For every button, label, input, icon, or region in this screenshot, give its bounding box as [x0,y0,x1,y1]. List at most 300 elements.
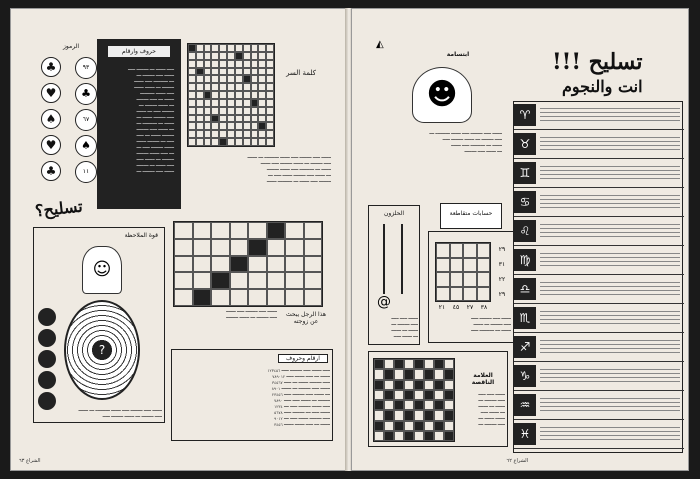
grid-cell [188,60,196,68]
grid-cell [211,239,230,256]
grid-cell [235,44,243,52]
grid-cell [414,369,424,379]
grid-cell [248,222,267,239]
grid-cell [434,369,444,379]
grid-cell [227,115,235,123]
grid-cell [404,421,414,431]
grid-cell [285,256,304,273]
snail-icon: @ [377,294,391,310]
grid-cell [243,107,251,115]
grid-cell [444,410,454,420]
grid-cell [219,60,227,68]
grid-cell [174,239,193,256]
symbol-value: ♣ [75,83,97,105]
grid-cell [374,369,384,379]
grid-cell [285,289,304,306]
grid-cell [414,400,424,410]
numbers-letters-box: ارقام وحروف ━━━ ━━━━ ━━━ ━━━━━ ━━━ ١٢٣٤٥٦ ━━━━ ━━ ━━━ ━━━━ ━━━ ٧٨٩٠١٢ ━━━ ━━━━━ ━━━━ ━━ ━━━ ٣٤٥٦٧ ━━━━ ━━━ ━━━━━ ━━ ━━━━ ٨٩٠١ ━━ ━━━━ ━━━ ━━━━━ ━━━ ٢٣٤٥٦ ━━━━━ ━━ ━━━━ ━━━ ━━━ ٧٨٩٠ ━━━ ━━━━ ━━━━━ ━━━ ━━ ١٢٣٤ ━━━━ ━━━ ━━ ━━━━━ ━━━ ٥٦٧٨ ━━━ ━━━━━ ━━━━ ━━━ ━━ ٩٠١٢ ━━━━ ━━ ━━━ ━━━━ ━━━━ ٣٤٥٦ [171,349,333,441]
grid-cell [251,52,259,60]
grid-cell [251,138,259,146]
zodiac-column [513,101,683,453]
grid-cell [243,68,251,76]
taurus-icon: ♉ [514,133,536,155]
grid-cell [258,75,266,83]
grid-cell [404,369,414,379]
grid-cell [243,122,251,130]
grid-cell [285,222,304,239]
zodiac-row [514,276,684,304]
grid-cell [211,256,230,273]
grid-cell [450,287,464,302]
grid-cell [211,272,230,289]
grid-cell [235,115,243,123]
grid-cell [384,369,394,379]
grid-cell [414,410,424,420]
grid-cell [434,421,444,431]
grid-cell [243,130,251,138]
grid-cell [227,107,235,115]
grid-cell [204,130,212,138]
zodiac-row [514,305,684,333]
grid-cell [230,289,249,306]
grid-cell [434,359,444,369]
zodiac-row [514,247,684,275]
grid-cell [424,410,434,420]
zodiac-text [540,221,680,240]
grid-cell [211,222,230,239]
zodiac-text [540,395,680,414]
zodiac-text [540,105,680,124]
grid-cell [235,99,243,107]
grid-cell [304,256,323,273]
grid-cell [219,52,227,60]
grid-cell [196,60,204,68]
sagittarius-icon: ♐ [514,336,536,358]
grid-cell [211,52,219,60]
grid-cell [243,60,251,68]
grid-cell [235,107,243,115]
grid-cell [243,99,251,107]
grid-cell [304,272,323,289]
grid-cell [394,410,404,420]
grid-cell [251,115,259,123]
grid-cell [384,390,394,400]
grid-cell [374,390,384,400]
grid-cell [374,410,384,420]
crossword-title: حروف وارقام [108,46,170,57]
math-number: ٢١ [438,304,446,311]
grid-cell [188,115,196,123]
grid-cell [188,107,196,115]
grid-cell [211,107,219,115]
grid-cell [251,107,259,115]
grid-cell [266,60,274,68]
grid-cell [404,359,414,369]
grid-cell [304,289,323,306]
grid-cell [463,258,477,273]
missing-sign-grid [373,358,455,442]
grid-cell [211,289,230,306]
grid-cell [251,99,259,107]
right-magazine-page [351,8,689,471]
grid-cell [477,272,491,287]
grid-cell [436,287,450,302]
grid-cell [258,44,266,52]
grid-cell [436,258,450,273]
left-page-number: الشراع ٦٣ [19,458,41,464]
grid-cell [196,52,204,60]
grid-cell [230,239,249,256]
grid-cell [258,107,266,115]
grid-cell [384,431,394,441]
word-search-label: كلمة السر [286,69,316,77]
grid-cell [174,272,193,289]
aries-icon: ♈ [514,104,536,126]
grid-cell [266,138,274,146]
zodiac-text [540,279,680,298]
grid-cell [258,52,266,60]
missing-sign-box: العلامة الناقصة ━━━━ ━━━ ━━━ ━━━ ━━━━━ ━━ ━━━━ ━━ ━━━━ ━━ ━━━━ ━━━ ━━━━ ━━━━ ━━ ━━━ ━━━━━ ━━ [368,351,508,447]
grid-cell [227,99,235,107]
grid-cell [188,138,196,146]
club-icon: ♣ [41,161,61,181]
grid-cell [394,421,404,431]
grid-cell [219,83,227,91]
grid-cell [394,400,404,410]
chess-title: العلامة الناقصة [471,372,495,386]
grid-cell [444,421,454,431]
grid-cell [374,380,384,390]
grid-cell [188,83,196,91]
grid-cell [266,115,274,123]
question-mark-icon: ? [92,340,112,360]
grid-cell [434,400,444,410]
grid-cell [196,122,204,130]
grid-cell [266,99,274,107]
page-header-icon: ◭ [376,39,384,50]
observation-title: قوة الملاحظة [124,232,158,239]
grid-cell [227,44,235,52]
zodiac-row [514,102,684,130]
grid-cell [204,107,212,115]
grid-cell [174,222,193,239]
grid-cell [266,130,274,138]
grid-cell [424,359,434,369]
grid-cell [384,380,394,390]
grid-cell [235,75,243,83]
math-title: حسابات متقاطعة [449,210,493,217]
grid-cell [227,138,235,146]
grid-cell [219,91,227,99]
grid-cell [204,52,212,60]
grid-cell [424,380,434,390]
word-search-grid [187,43,275,147]
grid-cell [227,60,235,68]
grid-cell [463,243,477,258]
grid-cell [404,400,414,410]
grid-cell [248,289,267,306]
grid-cell [227,52,235,60]
grid-cell [235,91,243,99]
left-magazine-page [10,8,348,471]
grid-cell [193,222,212,239]
math-number: ٣٨ [480,304,488,311]
grid-cell [204,44,212,52]
grid-cell [227,68,235,76]
maze-caption: هذا الرجل يبحث عن زوجته [285,311,327,325]
grid-cell [414,380,424,390]
grid-cell [450,272,464,287]
smile-text: ━━━━ ━━━ ━━━━━ ━━━ ━━━━ ━━━━━━ ━━ ━━━ ━━━━━ ━━ ━━━━ ━━━━━ ━━━ ━━━━ ━━ ━━━━━━ ━━━ ━━━━ ━━ ━━━━ ━━━ ━━━━━ [429,131,502,154]
leo-icon: ♌ [514,220,536,242]
grid-cell [434,380,444,390]
grid-cell [235,52,243,60]
grid-cell [267,256,286,273]
snail-title: الحلزون [384,210,404,217]
grid-cell [235,68,243,76]
grid-cell [235,83,243,91]
grid-cell [227,130,235,138]
virgo-icon: ♍ [514,249,536,271]
grid-cell [174,256,193,273]
math-number: ٤٥ [452,304,460,311]
smile-title: ابتسامة [446,51,470,58]
math-number: ٢٩ [498,291,506,298]
grid-cell [235,138,243,146]
grid-cell [188,68,196,76]
grid-cell [227,122,235,130]
scorpio-icon: ♏ [514,307,536,329]
grid-cell [193,256,212,273]
grid-cell [211,91,219,99]
grid-cell [251,44,259,52]
symbol-value: ٦٧ [75,109,97,131]
grid-cell [424,421,434,431]
symbol-value: ♠ [75,135,97,157]
math-number: ٢٩ [498,246,506,253]
grid-cell [211,83,219,91]
grid-cell [204,138,212,146]
zodiac-text [540,163,680,182]
crossword-clues-box: حروف وارقام ━━━ ━━━━ ━━ ━━━━━ ━━━ ━━━━ ━━━ ━━━━━ ━━ ━━ ━━━━━━ ━━━ ━━━━ ━━━━━ ━━ ━━━━ ━━━━ ━━━ ━━━━ ━━━━━━ ━━━━ ━━ ━━━ ━━━━━ ━━ ━━━━ ━━━━━ ━━ ━━━━━ ━━━ ━━ ━━━━ ━━━ ━━━━━ ━━━━ ━━ ━━━━ ━━ ━━━━━━ ━━ ━━ ━━━━ ━━━ ━━━━━ ━━━━━ ━━━━ ━━ ━━━ ━━━ ━━ ━━━━━ ━━━━ ━━━━ ━━━━━ ━━━ ━━ ━━ ━━━ ━━━━ ━━━━━ ━━━━━ ━━ ━━━━ ━━━ ━━━ ━━━━ ━━ ━━━━━ ━━━━ ━━━ ━━━━━ ━━ [97,39,181,209]
snail-puzzle-box: الحلزون @ ━━━━ ━━━ ━━━ ━━━ ━━━━━ ━━ ━━━━ ━━ ━━━━ ━━ ━━━━ ━━━ [368,205,420,345]
grid-cell [477,287,491,302]
zodiac-row [514,363,684,391]
grid-cell [174,289,193,306]
observation-puzzle-box: قوة الملاحظة ☺ ? ━━━━ ━━━ ━━━━━ ━━━ ━━━━ ━━━━━━ ━━ ━━━━ ━━━ ━━━━━ ━━ ━━━━ ━━━━━ ━━━ [33,227,165,423]
grid-cell [219,68,227,76]
grid-cell [196,44,204,52]
grid-cell [267,272,286,289]
symbol-value: ١١ [75,161,97,183]
grid-cell [436,272,450,287]
grid-cell [243,44,251,52]
grid-cell [188,99,196,107]
grid-cell [219,138,227,146]
grid-cell [374,421,384,431]
grid-cell [188,122,196,130]
zodiac-row [514,189,684,217]
grid-cell [394,390,404,400]
grid-cell [258,99,266,107]
grid-cell [285,239,304,256]
grid-cell [394,380,404,390]
grid-cell [248,256,267,273]
numbers-letters-title: ارقام وحروف [278,354,328,363]
zodiac-row [514,421,684,449]
zodiac-text [540,424,680,443]
zodiac-row [514,334,684,362]
grid-cell [266,52,274,60]
grid-cell [235,60,243,68]
grid-cell [394,369,404,379]
main-title: تسليح !!! [552,49,643,75]
heart-icon: ♥ [41,135,61,155]
maze-instructions: ━━━━ ━━━ ━━━━━ ━━━ ━━━━ ━━━ ━━━━━ ━━ ━━━━ ━━━━━ [226,309,277,320]
grid-cell [434,431,444,441]
grid-cell [251,75,259,83]
grid-cell [266,122,274,130]
grid-cell [204,68,212,76]
grid-cell [404,390,414,400]
grid-cell [384,359,394,369]
grid-cell [258,91,266,99]
grid-cell [248,239,267,256]
grid-cell [424,390,434,400]
grid-cell [211,122,219,130]
grid-cell [450,243,464,258]
grid-cell [444,400,454,410]
grid-cell [230,222,249,239]
grid-cell [304,239,323,256]
grid-cell [196,107,204,115]
zodiac-row [514,392,684,420]
grid-cell [266,75,274,83]
grid-cell [219,122,227,130]
grid-cell [211,130,219,138]
grid-cell [211,68,219,76]
grid-cell [219,99,227,107]
grid-cell [394,431,404,441]
grid-cell [188,52,196,60]
word-search-instructions: ━━━━ ━━━ ━━━━━ ━━━ ━━━━ ━━━━━━ ━━ ━━━━ ━━━ ━━━━━ ━━ ━━━━ ━━━━━ ━━━ ━━━━ ━━━━ ━━ ━━━━━━ ━━━ ━━━━ ━━━━━ ━━ ━━━━ ━━━ ━━━━━ ━━━━ ━━━ ━━ ━━━━━ ━━━ ━━━━ ━━ ━━━━━━ ━━━━ [247,155,331,184]
capricorn-icon: ♑ [514,365,536,387]
maze-grid [173,221,323,307]
math-right-numbers [493,242,511,302]
gemini-icon: ♊ [514,162,536,184]
grid-cell [266,68,274,76]
grid-cell [235,122,243,130]
grid-cell [243,138,251,146]
grid-cell [384,400,394,410]
grid-cell [211,99,219,107]
zodiac-text [540,308,680,327]
grid-cell [227,91,235,99]
grid-cell [304,222,323,239]
grid-cell [267,222,286,239]
grid-cell [196,138,204,146]
grid-cell [243,52,251,60]
grid-cell [414,390,424,400]
grid-cell [285,272,304,289]
grid-cell [394,359,404,369]
grid-cell [434,390,444,400]
grid-cell [258,68,266,76]
grid-cell [444,390,454,400]
grid-cell [193,272,212,289]
grid-cell [219,107,227,115]
grid-cell [258,130,266,138]
grid-cell [266,107,274,115]
main-subtitle: انت والنجوم [562,77,643,96]
grid-cell [243,75,251,83]
grid-cell [204,91,212,99]
grid-cell [227,83,235,91]
zodiac-text [540,192,680,211]
grid-cell [258,122,266,130]
zodiac-row [514,218,684,246]
tree-illustration [383,224,403,294]
grid-cell [230,272,249,289]
grid-cell [463,287,477,302]
grid-cell [444,380,454,390]
grid-cell [384,410,394,420]
grid-cell [204,115,212,123]
grid-cell [424,369,434,379]
grid-cell [404,410,414,420]
grid-cell [219,130,227,138]
grid-cell [188,44,196,52]
grid-cell [450,258,464,273]
grid-cell [463,272,477,287]
grid-cell [444,359,454,369]
heart-icon: ♥ [41,83,61,103]
grid-cell [266,83,274,91]
math-number: ٢٧ [466,304,474,311]
zodiac-row [514,131,684,159]
grid-cell [188,91,196,99]
grid-cell [204,99,212,107]
math-title-box [440,203,502,229]
grid-cell [243,115,251,123]
grid-cell [211,138,219,146]
zodiac-text [540,250,680,269]
grid-cell [258,60,266,68]
grid-cell [219,44,227,52]
grid-cell [251,83,259,91]
cross-math-box: ٢٩ ٣١ ٢٢ ٢٩ ٢١ ٤٥ ٢٧ ٣٨ ━━━━ ━━━ ━━━━━ ━━━ ━━━ ━━━━━ ━━ ━━━━ ━━━━ ━━ ━━━━━━ ━━━ [428,231,514,343]
grid-cell [258,83,266,91]
grid-cell [384,421,394,431]
grid-cell [204,122,212,130]
zodiac-text [540,134,680,153]
grid-cell [267,289,286,306]
grid-cell [211,44,219,52]
grid-cell [444,369,454,379]
grid-cell [204,75,212,83]
grid-cell [219,115,227,123]
grid-cell [196,115,204,123]
symbols-title: الرموز [62,43,80,50]
grid-cell [227,75,235,83]
grid-cell [404,431,414,441]
grid-cell [204,83,212,91]
grid-cell [219,75,227,83]
grid-cell [414,431,424,441]
zodiac-text [540,366,680,385]
zodiac-row [514,160,684,188]
grid-cell [436,243,450,258]
